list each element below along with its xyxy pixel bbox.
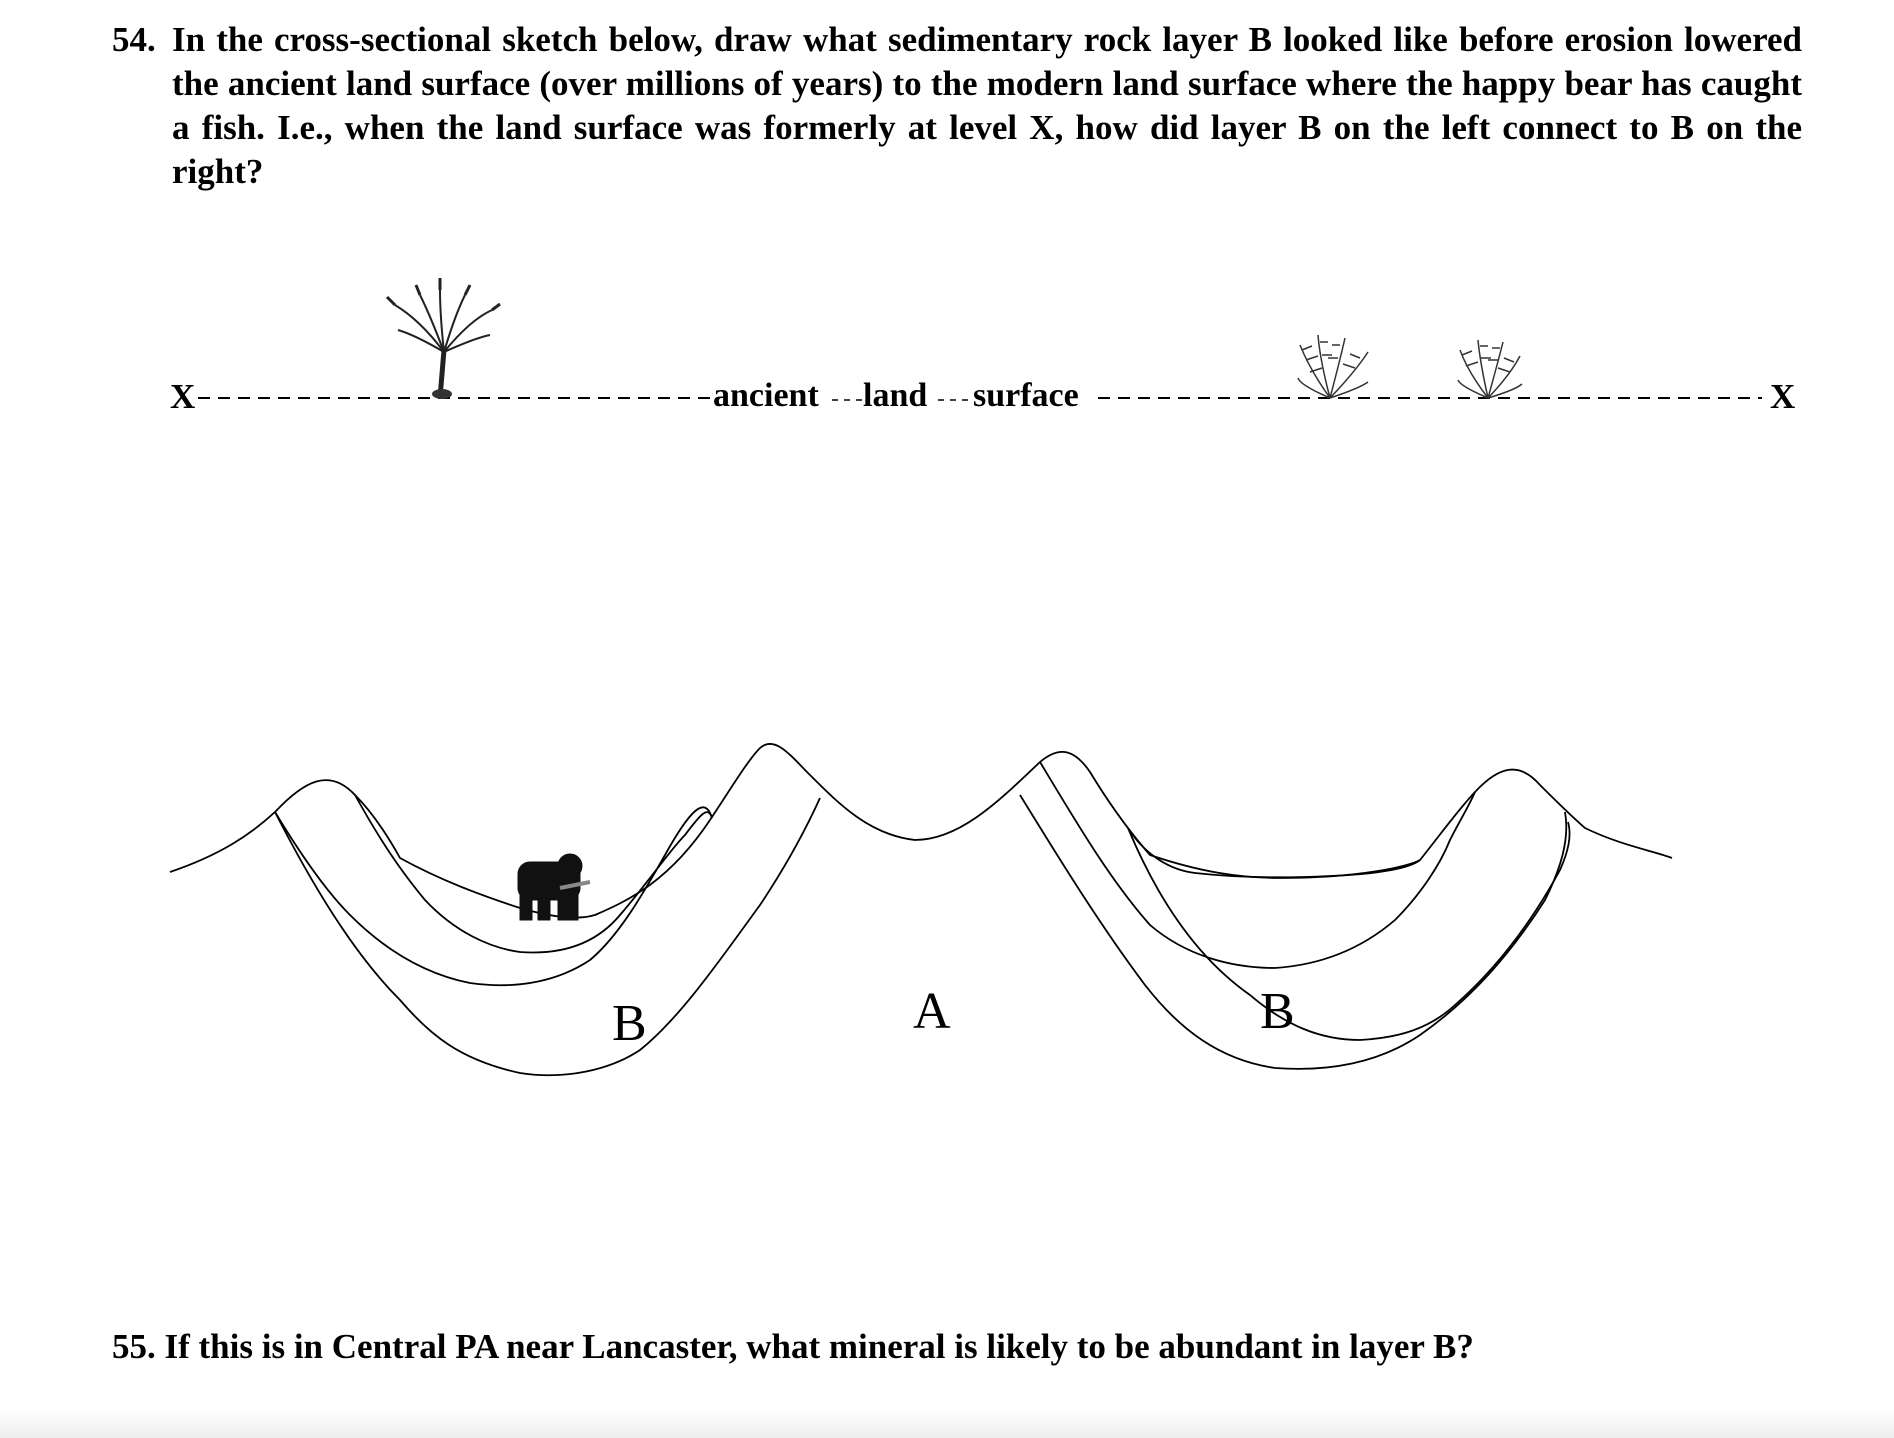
left-x-marker: X <box>170 377 196 416</box>
question-54-text: In the cross-sectional sketch below, draw what sedimentary rock layer B looked like before erosion lowered the ancient land surface (over millions of years) to the modern land surface where the happy bear has caught a fish. I.e., when the land surface was formerly at level X, how did layer B on the left connect to B on the right? <box>172 20 1802 191</box>
bear-icon <box>518 854 590 920</box>
surface-label-land: land <box>863 377 928 414</box>
surface-label-surface: surface <box>973 377 1079 414</box>
layer-b-right-label: B <box>1260 983 1295 1040</box>
right-x-marker: X <box>1770 377 1796 416</box>
page-bottom-edge <box>0 1408 1894 1438</box>
fern-icon <box>1458 340 1522 398</box>
fern-icon <box>1298 335 1368 398</box>
layer-b-left-label: B <box>612 995 647 1052</box>
surface-label-ancient: ancient <box>713 377 819 414</box>
palm-tree-icon <box>387 278 500 399</box>
question-54-number: 54. <box>112 20 156 59</box>
question-55: 55. If this is in Central PA near Lancaster, what mineral is likely to be abundant in layer B? <box>112 1327 1474 1366</box>
layer-a-label: A <box>913 983 951 1040</box>
